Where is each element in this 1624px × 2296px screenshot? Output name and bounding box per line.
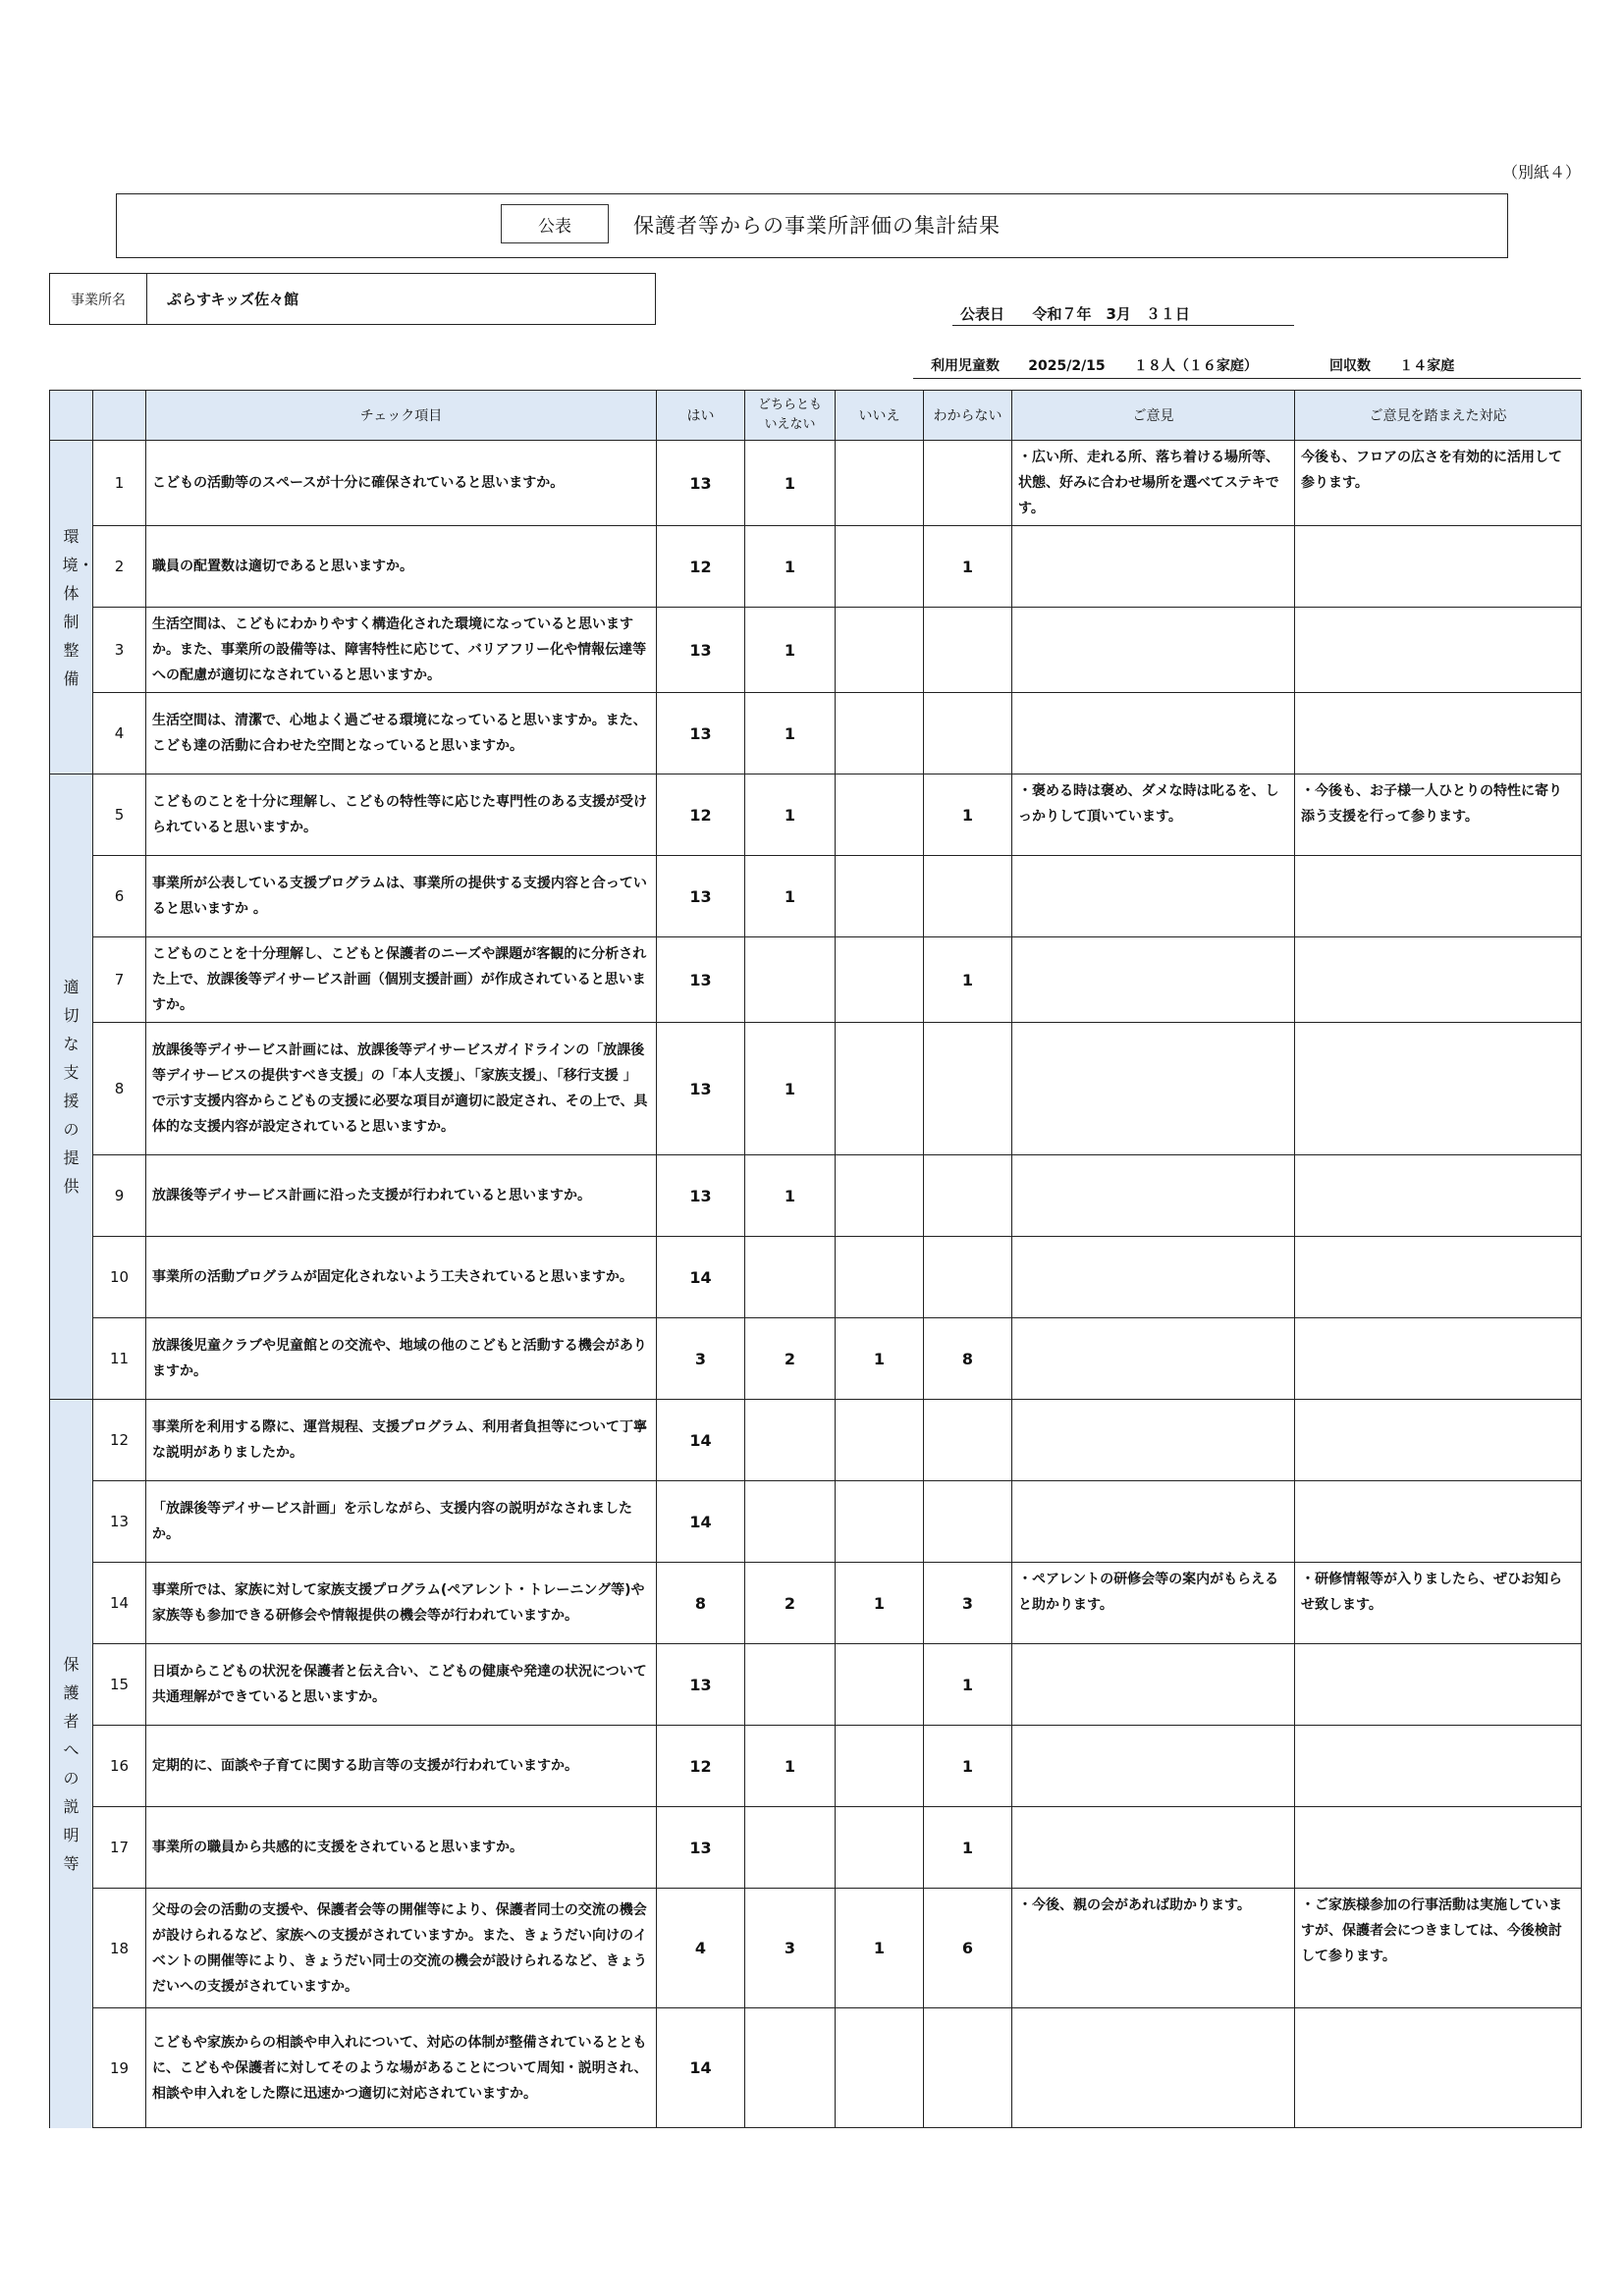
- count-no: [836, 856, 924, 937]
- count-unknown: [924, 1155, 1012, 1237]
- table-row: [50, 608, 1582, 693]
- table-row: [50, 441, 1582, 526]
- table-row: [50, 1644, 1582, 1726]
- count-neither: 2: [745, 1318, 836, 1400]
- count-neither: [745, 1400, 836, 1481]
- count-yes: 13: [657, 1155, 745, 1237]
- annex-label: （別紙４）: [1502, 163, 1582, 182]
- row-number: 14: [93, 1563, 146, 1644]
- count-unknown: 1: [924, 1807, 1012, 1889]
- count-unknown: 8: [924, 1318, 1012, 1400]
- count-unknown: [924, 1400, 1012, 1481]
- check-item: 父母の会の活動の支援や、保護者会等の開催等により、保護者同士の交流の機会が設けられるなど、家族への支援がされていますか。また、きょうだい向けのイベントの開催等により、きょうだい同士の交流の機会が設けられるなど、きょうだいへの支援がされていますか。: [146, 1889, 657, 2008]
- response-cell: 今後も、フロアの広さを有効的に活用して参ります。: [1295, 441, 1582, 526]
- check-item: 放課後等デイサービス計画には、放課後等デイサービスガイドラインの「放課後等デイサービスの提供すべき支援」の「本人支援」、「家族支援」、「移行支援 」で示す支援内容からこどもの支援に必要な項目が適切に設定され、その上で、具体的な支援内容が設定されていると思いますか。: [146, 1023, 657, 1155]
- table-row: [50, 1023, 1582, 1155]
- count-no: [836, 2008, 924, 2128]
- table-row: [50, 526, 1582, 608]
- check-item: 事業所の活動プログラムが固定化されないよう工夫されていると思いますか。: [146, 1237, 657, 1318]
- response-cell: [1295, 937, 1582, 1023]
- check-item: こどもの活動等のスペースが十分に確保されていると思いますか。: [146, 441, 657, 526]
- table-row: [50, 1726, 1582, 1807]
- check-item: 事業所では、家族に対して家族支援プログラム(ペアレント・トレーニング等)や家族等も参加できる研修会や情報提供の機会等が行われていますか。: [146, 1563, 657, 1644]
- office-label: 事業所名: [50, 274, 147, 324]
- usage-label: 利用児童数: [931, 358, 1000, 374]
- count-yes: 13: [657, 441, 745, 526]
- answer-label: 回収数: [1329, 358, 1372, 374]
- opinion-cell: [1012, 1726, 1295, 1807]
- opinion-cell: [1012, 1481, 1295, 1563]
- response-cell: [1295, 856, 1582, 937]
- publication-date-label: 公表日: [960, 305, 1005, 323]
- count-no: [836, 774, 924, 856]
- publication-date: [960, 303, 1190, 324]
- response-cell: [1295, 1318, 1582, 1400]
- count-neither: 1: [745, 1726, 836, 1807]
- opinion-cell: [1012, 937, 1295, 1023]
- office-name: ぷらすキッズ佐々館: [167, 291, 299, 308]
- evaluation-table: [49, 390, 1582, 2128]
- count-neither: [745, 937, 836, 1023]
- check-item: 生活空間は、こどもにわかりやすく構造化された環境になっていると思いますか。また、事業所の設備等は、障害特性に応じて、バリアフリー化や情報伝達等への配慮が適切になされていると思いますか。: [146, 608, 657, 693]
- category-cell: [50, 1400, 93, 2128]
- category-cell: [50, 774, 93, 1400]
- header-neither: どちらとも いえない: [745, 391, 836, 441]
- row-number: 1: [93, 441, 146, 526]
- count-neither: 1: [745, 693, 836, 774]
- count-neither: [745, 1644, 836, 1726]
- row-number: 5: [93, 774, 146, 856]
- count-neither: 1: [745, 856, 836, 937]
- response-cell: [1295, 1155, 1582, 1237]
- count-unknown: [924, 608, 1012, 693]
- row-number: 3: [93, 608, 146, 693]
- check-item: こどものことを十分理解し、こどもと保護者のニーズや課題が客観的に分析された上で、放課後等デイサービス計画（個別支援計画）が作成されていると思いますか。: [146, 937, 657, 1023]
- count-yes: 13: [657, 856, 745, 937]
- opinion-cell: [1012, 1807, 1295, 1889]
- count-yes: 3: [657, 1318, 745, 1400]
- category-cell: [50, 441, 93, 774]
- count-unknown: 1: [924, 1726, 1012, 1807]
- response-cell: [1295, 1237, 1582, 1318]
- header-unknown: わからない: [924, 391, 1012, 441]
- count-no: 1: [836, 1318, 924, 1400]
- count-yes: 13: [657, 693, 745, 774]
- opinion-cell: ・広い所、走れる所、落ち着ける場所等、状態、好みに合わせ場所を選べてステキです。: [1012, 441, 1295, 526]
- table-row: [50, 1155, 1582, 1237]
- count-unknown: 1: [924, 526, 1012, 608]
- response-cell: [1295, 1644, 1582, 1726]
- opinion-cell: [1012, 856, 1295, 937]
- category-label: 環境・体制整備: [62, 526, 94, 688]
- header-response: ご意見を踏まえた対応: [1295, 391, 1582, 441]
- count-no: [836, 608, 924, 693]
- count-unknown: [924, 693, 1012, 774]
- opinion-cell: ・褒める時は褒め、ダメな時は叱るを、しっかりして頂いています。: [1012, 774, 1295, 856]
- opinion-cell: [1012, 1400, 1295, 1481]
- opinion-cell: [1012, 1237, 1295, 1318]
- count-neither: 1: [745, 526, 836, 608]
- page-title: 保護者等からの事業所評価の集計結果: [633, 214, 1001, 238]
- count-no: [836, 526, 924, 608]
- usage-count: １８人（１６家庭）: [1133, 358, 1258, 374]
- count-yes: 14: [657, 1237, 745, 1318]
- row-number: 16: [93, 1726, 146, 1807]
- response-cell: ・ご家族様参加の行事活動は実施していますが、保護者会につきましては、今後検討して参ります。: [1295, 1889, 1582, 2008]
- count-neither: 1: [745, 1155, 836, 1237]
- check-item: 事業所が公表している支援プログラムは、事業所の提供する支援内容と合っていると思いますか 。: [146, 856, 657, 937]
- count-no: [836, 1644, 924, 1726]
- office-box: [49, 273, 656, 325]
- public-badge: 公表: [501, 204, 609, 243]
- count-unknown: [924, 1023, 1012, 1155]
- count-neither: 1: [745, 1023, 836, 1155]
- table-row: [50, 1563, 1582, 1644]
- count-unknown: [924, 856, 1012, 937]
- count-neither: 2: [745, 1563, 836, 1644]
- count-no: [836, 693, 924, 774]
- count-no: [836, 1400, 924, 1481]
- check-item: 日頃からこどもの状況を保護者と伝え合い、こどもの健康や発達の状況について共通理解ができていると思いますか。: [146, 1644, 657, 1726]
- count-neither: 1: [745, 608, 836, 693]
- row-number: 8: [93, 1023, 146, 1155]
- publication-date-underline: [952, 325, 1294, 326]
- opinion-cell: [1012, 1644, 1295, 1726]
- opinion-cell: [1012, 693, 1295, 774]
- row-number: 17: [93, 1807, 146, 1889]
- header-check-item: チェック項目: [146, 391, 657, 441]
- table-row: [50, 1481, 1582, 1563]
- count-unknown: 3: [924, 1563, 1012, 1644]
- check-item: 事業所の職員から共感的に支援をされていると思いますか。: [146, 1807, 657, 1889]
- count-yes: 12: [657, 774, 745, 856]
- count-unknown: 1: [924, 937, 1012, 1023]
- row-number: 7: [93, 937, 146, 1023]
- table-row: [50, 1400, 1582, 1481]
- response-cell: ・研修情報等が入りましたら、ぜひお知らせ致します。: [1295, 1563, 1582, 1644]
- count-neither: 1: [745, 774, 836, 856]
- check-item: 事業所を利用する際に、運営規程、支援プログラム、利用者負担等について丁寧な説明がありましたか。: [146, 1400, 657, 1481]
- response-cell: [1295, 2008, 1582, 2128]
- opinion-cell: ・ペアレントの研修会等の案内がもらえると助かります。: [1012, 1563, 1295, 1644]
- count-unknown: 1: [924, 1644, 1012, 1726]
- publication-date-value: 令和７年 3月 ３１日: [1032, 305, 1190, 323]
- count-unknown: [924, 1481, 1012, 1563]
- response-cell: [1295, 1400, 1582, 1481]
- count-unknown: 6: [924, 1889, 1012, 2008]
- count-yes: 13: [657, 608, 745, 693]
- count-neither: 1: [745, 441, 836, 526]
- count-no: 1: [836, 1889, 924, 2008]
- row-number: 6: [93, 856, 146, 937]
- response-cell: ・今後も、お子様一人ひとりの特性に寄り添う支援を行って参ります。: [1295, 774, 1582, 856]
- opinion-cell: [1012, 526, 1295, 608]
- header-category: [50, 391, 93, 441]
- header-yes: はい: [657, 391, 745, 441]
- check-item: 職員の配置数は適切であると思いますか。: [146, 526, 657, 608]
- response-cell: [1295, 526, 1582, 608]
- category-label: 保護者への説明等: [63, 1654, 80, 1873]
- count-no: [836, 1237, 924, 1318]
- table-body: [50, 441, 1582, 2128]
- count-yes: 13: [657, 1807, 745, 1889]
- row-number: 12: [93, 1400, 146, 1481]
- row-number: 2: [93, 526, 146, 608]
- response-cell: [1295, 1023, 1582, 1155]
- count-unknown: [924, 1237, 1012, 1318]
- header-opinion: ご意見: [1012, 391, 1295, 441]
- response-cell: [1295, 1726, 1582, 1807]
- check-item: 定期的に、面談や子育てに関する助言等の支援が行われていますか。: [146, 1726, 657, 1807]
- count-no: [836, 1807, 924, 1889]
- count-neither: [745, 1237, 836, 1318]
- count-yes: 12: [657, 526, 745, 608]
- table-row: [50, 937, 1582, 1023]
- table-row: [50, 693, 1582, 774]
- opinion-cell: [1012, 608, 1295, 693]
- usage-underline: [913, 378, 1581, 379]
- count-neither: [745, 2008, 836, 2128]
- count-neither: [745, 1481, 836, 1563]
- check-item: 生活空間は、清潔で、心地よく過ごせる環境になっていると思いますか。また、こども達の活動に合わせた空間となっていると思いますか。: [146, 693, 657, 774]
- usage-date: 2025/2/15: [1028, 358, 1106, 374]
- count-yes: 14: [657, 1400, 745, 1481]
- count-unknown: [924, 441, 1012, 526]
- header-no: いいえ: [836, 391, 924, 441]
- table-row: [50, 856, 1582, 937]
- count-no: [836, 1481, 924, 1563]
- count-no: [836, 1155, 924, 1237]
- count-neither: [745, 1807, 836, 1889]
- count-yes: 13: [657, 937, 745, 1023]
- row-number: 13: [93, 1481, 146, 1563]
- count-unknown: [924, 2008, 1012, 2128]
- category-label: 適切な支援の提供: [63, 978, 80, 1196]
- opinion-cell: [1012, 2008, 1295, 2128]
- check-item: 「放課後等デイサービス計画」を示しながら、支援内容の説明がなされましたか。: [146, 1481, 657, 1563]
- table-header-row: [50, 391, 1582, 441]
- count-yes: 13: [657, 1644, 745, 1726]
- opinion-cell: [1012, 1023, 1295, 1155]
- count-no: 1: [836, 1563, 924, 1644]
- count-yes: 4: [657, 1889, 745, 2008]
- opinion-cell: [1012, 1318, 1295, 1400]
- opinion-cell: ・今後、親の会があれば助かります。: [1012, 1889, 1295, 2008]
- count-yes: 14: [657, 2008, 745, 2128]
- count-yes: 12: [657, 1726, 745, 1807]
- usage-info: [931, 355, 1454, 375]
- table-row: [50, 1889, 1582, 2008]
- response-cell: [1295, 1807, 1582, 1889]
- count-unknown: 1: [924, 774, 1012, 856]
- header-number: [93, 391, 146, 441]
- response-cell: [1295, 608, 1582, 693]
- check-item: こどものことを十分に理解し、こどもの特性等に応じた専門性のある支援が受けられていると思いますか。: [146, 774, 657, 856]
- answer-value: １４家庭: [1399, 358, 1455, 374]
- row-number: 15: [93, 1644, 146, 1726]
- row-number: 19: [93, 2008, 146, 2128]
- table-row: [50, 1237, 1582, 1318]
- row-number: 10: [93, 1237, 146, 1318]
- table-row: [50, 1318, 1582, 1400]
- count-no: [836, 937, 924, 1023]
- row-number: 9: [93, 1155, 146, 1237]
- table-row: [50, 2008, 1582, 2128]
- count-yes: 13: [657, 1023, 745, 1155]
- response-cell: [1295, 1481, 1582, 1563]
- count-yes: 14: [657, 1481, 745, 1563]
- table-row: [50, 1807, 1582, 1889]
- row-number: 11: [93, 1318, 146, 1400]
- count-no: [836, 1023, 924, 1155]
- response-cell: [1295, 693, 1582, 774]
- count-neither: 3: [745, 1889, 836, 2008]
- opinion-cell: [1012, 1155, 1295, 1237]
- check-item: 放課後等デイサービス計画に沿った支援が行われていると思いますか。: [146, 1155, 657, 1237]
- row-number: 18: [93, 1889, 146, 2008]
- check-item: こどもや家族からの相談や申入れについて、対応の体制が整備されているとともに、こどもや保護者に対してそのような場があることについて周知・説明され、相談や申入れをした際に迅速かつ適切に対応されていますか。: [146, 2008, 657, 2128]
- count-yes: 8: [657, 1563, 745, 1644]
- count-no: [836, 1726, 924, 1807]
- count-no: [836, 441, 924, 526]
- row-number: 4: [93, 693, 146, 774]
- table-row: [50, 774, 1582, 856]
- check-item: 放課後児童クラブや児童館との交流や、地域の他のこどもと活動する機会がありますか。: [146, 1318, 657, 1400]
